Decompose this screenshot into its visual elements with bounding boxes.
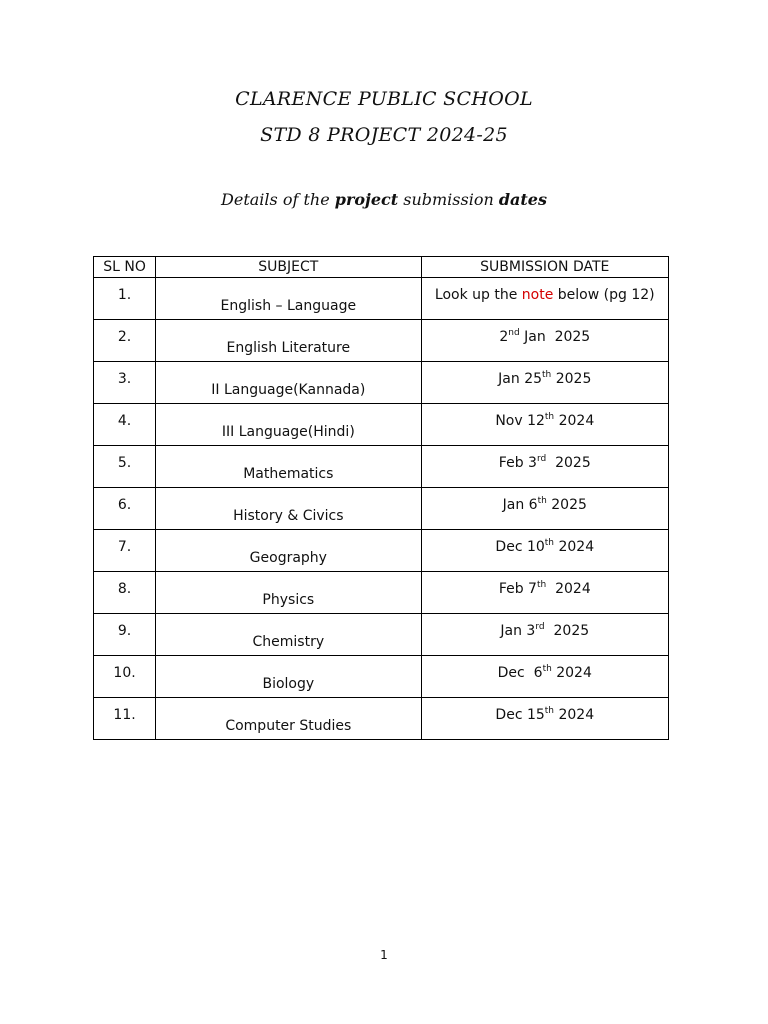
table-row <box>94 362 669 404</box>
header-sl-no: SL NO <box>94 257 156 278</box>
subject-cell <box>156 488 421 530</box>
subject-cell <box>156 572 421 614</box>
submission-date-cell <box>421 446 668 488</box>
date-part: 2 <box>499 329 509 345</box>
date-part: Dec 15 <box>495 707 545 723</box>
date-part: 2024 <box>554 707 595 723</box>
table-row <box>94 530 669 572</box>
date-part: 2025 <box>544 623 590 639</box>
submission-date-cell <box>421 320 668 362</box>
date-part: Dec 6 <box>497 665 543 681</box>
date-ordinal-suffix: th <box>536 580 547 590</box>
table-row <box>94 698 669 740</box>
header-submission-date: SUBMISSION DATE <box>421 257 668 278</box>
subject-cell <box>156 698 421 740</box>
submission-date-cell <box>421 656 668 698</box>
sl-no-text: 4. <box>117 413 132 429</box>
subject-cell <box>156 446 421 488</box>
date-part: 2024 <box>554 413 595 429</box>
subject-text: Biology <box>262 676 315 692</box>
subject-cell <box>156 614 421 656</box>
sl-no-cell <box>94 614 156 656</box>
submission-date-text <box>422 497 668 513</box>
date-ordinal-suffix: th <box>544 706 555 716</box>
submission-date-text <box>422 287 668 303</box>
table-row <box>94 446 669 488</box>
date-part: 2024 <box>551 665 592 681</box>
subtitle-bold2: dates <box>498 190 547 209</box>
sl-no-text: 7. <box>117 539 132 555</box>
subject-text: Chemistry <box>252 634 325 650</box>
submission-table <box>93 256 669 740</box>
sl-no-cell <box>94 404 156 446</box>
submission-date-cell <box>421 488 668 530</box>
date-ordinal-suffix: nd <box>508 328 520 338</box>
submission-date-text <box>422 455 668 471</box>
date-part: Feb 7 <box>498 581 537 597</box>
subject-text: Mathematics <box>243 466 334 482</box>
subtitle <box>0 190 768 209</box>
sl-no-text: 11. <box>113 707 136 723</box>
subject-cell <box>156 362 421 404</box>
sl-no-cell <box>94 320 156 362</box>
submission-date-cell <box>421 698 668 740</box>
date-ordinal-suffix: th <box>544 412 555 422</box>
sl-no-cell <box>94 656 156 698</box>
date-part: 2025 <box>546 497 587 513</box>
date-part: Nov 12 <box>495 413 545 429</box>
submission-date-text <box>422 539 668 555</box>
date-ordinal-suffix: th <box>542 664 552 674</box>
submission-date-text <box>422 371 668 387</box>
subject-text: II Language(Kannada) <box>211 382 366 398</box>
subject-text: III Language(Hindi) <box>221 424 355 440</box>
sl-no-cell <box>94 446 156 488</box>
table-row <box>94 320 669 362</box>
sl-no-cell <box>94 488 156 530</box>
subtitle-part2: submission <box>398 190 499 209</box>
subject-cell <box>156 320 421 362</box>
submission-date-text <box>422 665 668 681</box>
submission-date-cell <box>421 572 668 614</box>
subject-text: English – Language <box>220 298 357 314</box>
note-link-word: note <box>521 287 554 303</box>
subject-cell <box>156 404 421 446</box>
table-row <box>94 656 669 698</box>
subject-cell <box>156 656 421 698</box>
sl-no-text: 5. <box>117 455 132 471</box>
submission-date-cell <box>421 278 668 320</box>
subject-text: Geography <box>249 550 327 566</box>
sl-no-cell <box>94 698 156 740</box>
subject-text: Computer Studies <box>225 718 352 734</box>
school-name: CLARENCE PUBLIC SCHOOL <box>235 88 533 110</box>
submission-date-text <box>422 707 668 723</box>
header-subject: SUBJECT <box>156 257 421 278</box>
submission-date-cell <box>421 404 668 446</box>
table-header-row <box>94 257 669 278</box>
sl-no-cell <box>94 572 156 614</box>
date-ordinal-suffix: th <box>542 370 552 380</box>
submission-date-text <box>422 581 668 597</box>
submission-date-cell <box>421 530 668 572</box>
table-row <box>94 404 669 446</box>
date-ordinal-suffix: rd <box>535 622 545 632</box>
date-part: Jan 25 <box>498 371 543 387</box>
submission-date-cell <box>421 362 668 404</box>
sl-no-cell <box>94 278 156 320</box>
date-part: Jan 2025 <box>519 329 591 345</box>
date-part: Feb 3 <box>498 455 537 471</box>
date-part: Look up the <box>434 287 522 303</box>
submission-date-text <box>422 413 668 429</box>
table-row <box>94 488 669 530</box>
sl-no-cell <box>94 530 156 572</box>
date-part: 2025 <box>551 371 592 387</box>
sl-no-text: 10. <box>113 665 136 681</box>
sl-no-text: 8. <box>117 581 132 597</box>
subtitle-part1: Details of the <box>221 190 335 209</box>
sl-no-text: 3. <box>117 371 132 387</box>
date-ordinal-suffix: th <box>544 538 555 548</box>
date-part: 2025 <box>546 455 591 471</box>
submission-date-text <box>422 623 668 639</box>
sl-no-cell <box>94 362 156 404</box>
sl-no-text: 6. <box>117 497 132 513</box>
project-title: STD 8 PROJECT 2024-25 <box>260 124 508 146</box>
subject-text: History & Civics <box>233 508 344 524</box>
sl-no-text: 9. <box>117 623 132 639</box>
date-ordinal-suffix: rd <box>536 454 547 464</box>
date-part: Dec 10 <box>495 539 545 555</box>
page-number: 1 <box>380 948 388 962</box>
sl-no-text: 2. <box>117 329 132 345</box>
table-row <box>94 614 669 656</box>
submission-date-text <box>422 329 668 345</box>
date-part: Jan 3 <box>500 623 536 639</box>
date-part: Jan 6 <box>502 497 538 513</box>
table-row <box>94 572 669 614</box>
date-part: 2024 <box>546 581 591 597</box>
submission-date-cell <box>421 614 668 656</box>
sl-no-text: 1. <box>117 287 132 303</box>
date-part: 2024 <box>554 539 595 555</box>
date-ordinal-suffix: th <box>537 496 547 506</box>
subject-cell <box>156 278 421 320</box>
subtitle-bold1: project <box>334 190 399 209</box>
date-part: below (pg 12) <box>553 287 655 303</box>
subject-cell <box>156 530 421 572</box>
subject-text: Physics <box>262 592 315 608</box>
table-body <box>94 278 669 740</box>
subject-text: English Literature <box>226 340 351 356</box>
table-row <box>94 278 669 320</box>
